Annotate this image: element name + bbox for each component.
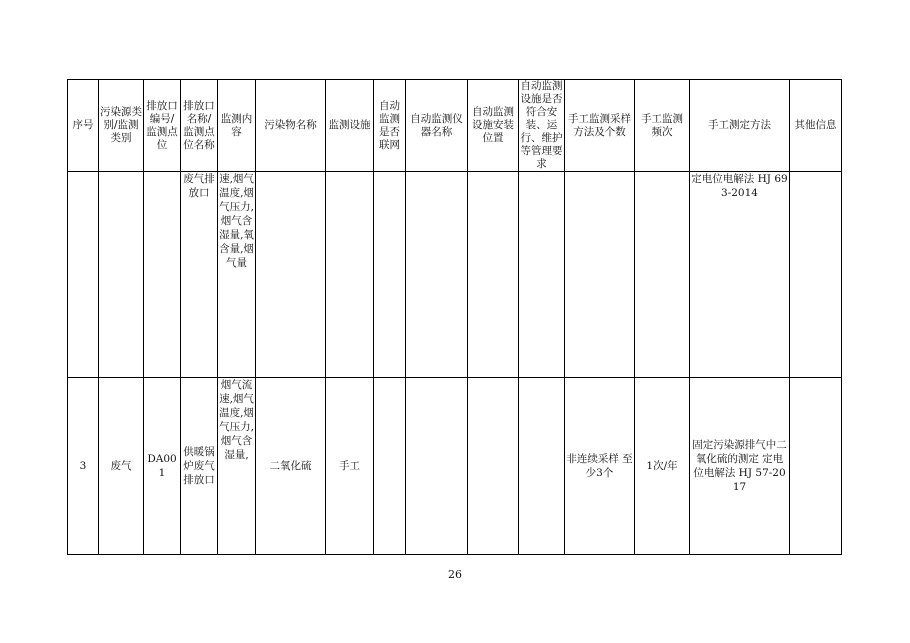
header-facility: 监测设施 — [326, 80, 374, 172]
row1-pollutant — [256, 172, 326, 378]
row2-content: 烟气流速,烟气温度,烟气压力,烟气含湿量, — [218, 378, 256, 555]
row1-manual-sampling — [565, 172, 635, 378]
page-number: 26 — [448, 568, 462, 581]
row1-auto-instrument — [406, 172, 468, 378]
row2-category: 废气 — [99, 378, 144, 555]
table-row — [68, 172, 842, 378]
row1-manual-frequency — [635, 172, 690, 378]
header-other-info: 其他信息 — [790, 80, 842, 172]
header-auto-instrument: 自动监测仪器名称 — [406, 80, 468, 172]
row2-other-info — [790, 378, 842, 555]
header-content: 监测内容 — [218, 80, 256, 172]
row2-manual-frequency: 1次/年 — [635, 378, 690, 555]
row2-auto-location — [468, 378, 519, 555]
row2-facility: 手工 — [326, 378, 374, 555]
header-auto-networked: 自动监测是否联网 — [374, 80, 406, 172]
header-manual-frequency: 手工监测频次 — [635, 80, 690, 172]
row1-other-info — [790, 172, 842, 378]
header-auto-location: 自动监测设施安装位置 — [468, 80, 519, 172]
header-category: 污染源类别/监测类别 — [99, 80, 144, 172]
monitoring-table — [67, 79, 842, 555]
row1-category — [99, 172, 144, 378]
header-manual-method: 手工测定方法 — [690, 80, 790, 172]
header-auto-compliance: 自动监测设施是否符合安装、运行、维护等管理要求 — [520, 80, 563, 170]
row2-auto-instrument — [406, 378, 468, 555]
row1-auto-compliance — [519, 172, 565, 378]
row2-outlet-name: 供暖锅炉废气排放口 — [181, 378, 218, 555]
row1-seq — [68, 172, 99, 378]
row1-manual-method: 定电位电解法 HJ 693-2014 — [690, 172, 790, 378]
row1-auto-location — [468, 172, 519, 378]
row1-outlet-name: 废气排放口 — [181, 172, 218, 378]
header-outlet-name: 排放口名称/监测点位名称 — [181, 80, 218, 172]
row1-content: 速,烟气温度,烟气压力,烟气含湿量,氧含量,烟气量 — [218, 172, 256, 378]
row2-pollutant: 二氧化硫 — [256, 378, 326, 555]
header-seq: 序号 — [68, 80, 99, 172]
table-header-row — [68, 80, 842, 172]
header-outlet-id: 排放口编号/监测点位 — [144, 80, 181, 172]
row2-auto-networked — [374, 378, 406, 555]
row2-outlet-id: DA001 — [144, 378, 181, 555]
row1-facility — [326, 172, 374, 378]
row1-outlet-id — [144, 172, 181, 378]
header-manual-sampling: 手工监测采样方法及个数 — [565, 80, 635, 172]
table-row — [68, 378, 842, 555]
row2-manual-method: 固定污染源排气中二氧化硫的测定 定电位电解法 HJ 57-2017 — [690, 378, 790, 555]
row2-seq: 3 — [68, 378, 99, 555]
header-pollutant: 污染物名称 — [256, 80, 326, 172]
row1-auto-networked — [374, 172, 406, 378]
row2-auto-compliance — [519, 378, 565, 555]
row2-manual-sampling: 非连续采样 至少3个 — [565, 378, 635, 555]
